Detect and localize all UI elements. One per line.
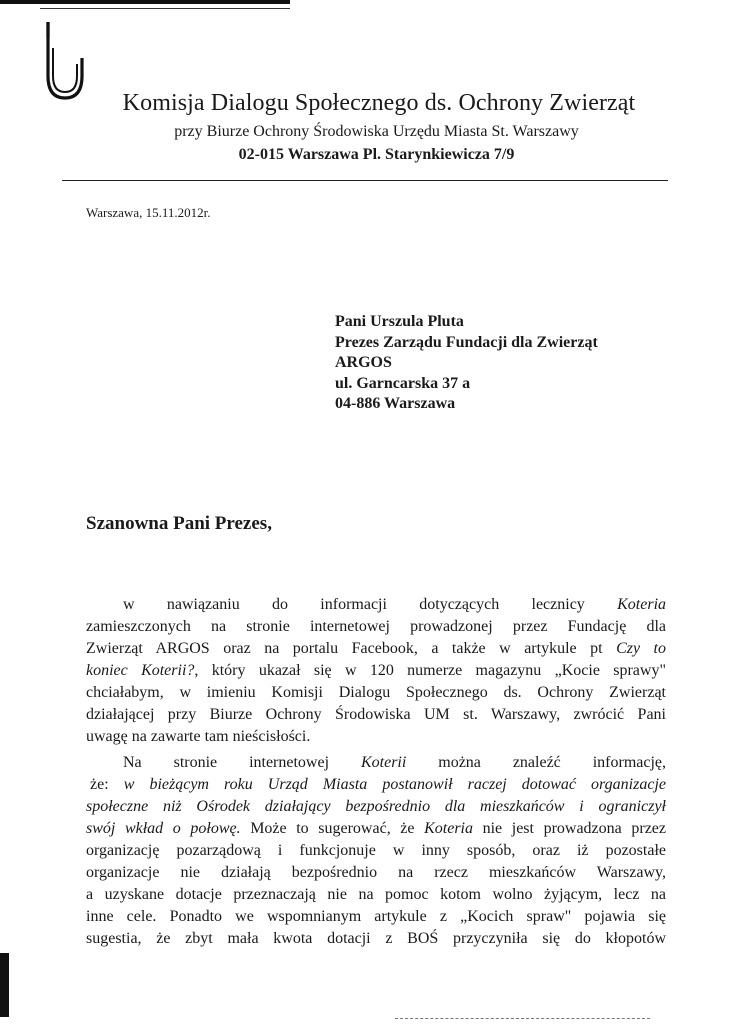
text-run: nie jest prowadzona przez: [473, 820, 666, 837]
commission-subtitle: przy Biurze Ochrony Środowiska Urzędu Miasta St. Warszawy: [174, 123, 579, 140]
paragraph-1: [86, 594, 666, 748]
paragraph-line: [86, 638, 666, 660]
recipient-block: [335, 312, 598, 415]
article-title: Czy to: [616, 640, 666, 657]
clinic-name: Koterii: [360, 754, 407, 771]
text-run: Zwierząt ARGOS oraz na portalu Facebook, a także w artykule pt: [86, 640, 603, 657]
quoted-text: w bieżącym roku Urząd Miasta postanowił raczej dotować organizacje: [123, 776, 667, 793]
paragraph-line: uwagę na zawarte tam nieścisłości.: [86, 728, 311, 745]
commission-address: 02-015 Warszawa Pl. Starynkiewicza 7/9: [238, 146, 515, 163]
quoted-text: społeczne niż Ośrodek działający bezpośrednio dla mieszkańców i ograniczył: [86, 798, 666, 815]
paragraph-line: organizacje nie działają bezpośrednio na rzecz mieszkańców Warszawy,: [86, 864, 666, 881]
commission-logo-icon: [40, 18, 90, 100]
text-run: można znaleźć informację,: [438, 754, 667, 771]
paragraph-line: zamieszczonych na stronie internetowej prowadzonej przez Fundację dla: [86, 618, 666, 635]
paragraph-line: działającej przy Biurze Ochrony Środowiska UM st. Warszawy, zwrócić Pani: [86, 706, 666, 723]
text-run: Może to sugerować, że: [240, 820, 425, 837]
paragraph-line: [86, 594, 666, 616]
paragraph-line: [86, 660, 666, 682]
letter-date: Warszawa, 15.11.2012r.: [86, 205, 211, 220]
paragraph-line: sugestia, że zbyt mała kwota dotacji z BOŚ przyczyniła się do kłopotów: [86, 930, 666, 947]
clinic-name: Koteria: [424, 820, 473, 837]
recipient-city: 04-886 Warszawa: [335, 395, 456, 412]
text-run: że:: [90, 776, 109, 793]
text-run: , który ukazał się w 120 numerze magazynu „Kocie sprawy": [194, 662, 666, 679]
commission-title: Komisja Dialogu Społecznego ds. Ochrony Zwierząt: [122, 90, 636, 116]
scan-artifact-top-line: [40, 8, 290, 9]
paragraph-2: [86, 752, 666, 950]
paragraph-line: a uzyskane dotacje przeznaczają nie na pomoc kotom wolno żyjącym, lecz na: [86, 886, 666, 903]
paragraph-line: chciałabym, w imieniu Komisji Dialogu Społecznego ds. Ochrony Zwierząt: [86, 684, 666, 701]
text-run: Na stronie internetowej: [123, 754, 330, 771]
scan-artifact-top-bar: [0, 0, 290, 4]
paragraph-line: [86, 796, 666, 818]
salutation: Szanowna Pani Prezes,: [86, 513, 272, 534]
recipient-organization: ARGOS: [335, 354, 392, 371]
paragraph-line: inne cele. Ponadto we wspomnianym artykule z „Kocich spraw" pojawia się: [86, 908, 666, 925]
recipient-position: Prezes Zarządu Fundacji dla Zwierząt: [335, 333, 598, 351]
quoted-text: swój wkład o połowę.: [86, 820, 241, 837]
paragraph-line: [86, 752, 666, 774]
clinic-name: Koteria: [617, 596, 667, 613]
recipient-name: Pani Urszula Pluta: [335, 313, 464, 330]
header-divider: [62, 180, 668, 181]
text-run: w nawiązaniu do informacji dotyczących lecznicy: [123, 596, 585, 613]
recipient-street: ul. Garncarska 37 a: [335, 374, 471, 392]
paragraph-line: [86, 818, 666, 840]
scan-artifact-bottom-dash: [395, 1018, 650, 1020]
paragraph-line: organizację pozarządową i funkcjonuje w inny sposób, oraz iż pozostałe: [86, 842, 666, 859]
paragraph-line: [86, 774, 666, 796]
scan-artifact-left-bar: [0, 953, 9, 1017]
article-title: koniec Koterii?: [86, 662, 195, 679]
